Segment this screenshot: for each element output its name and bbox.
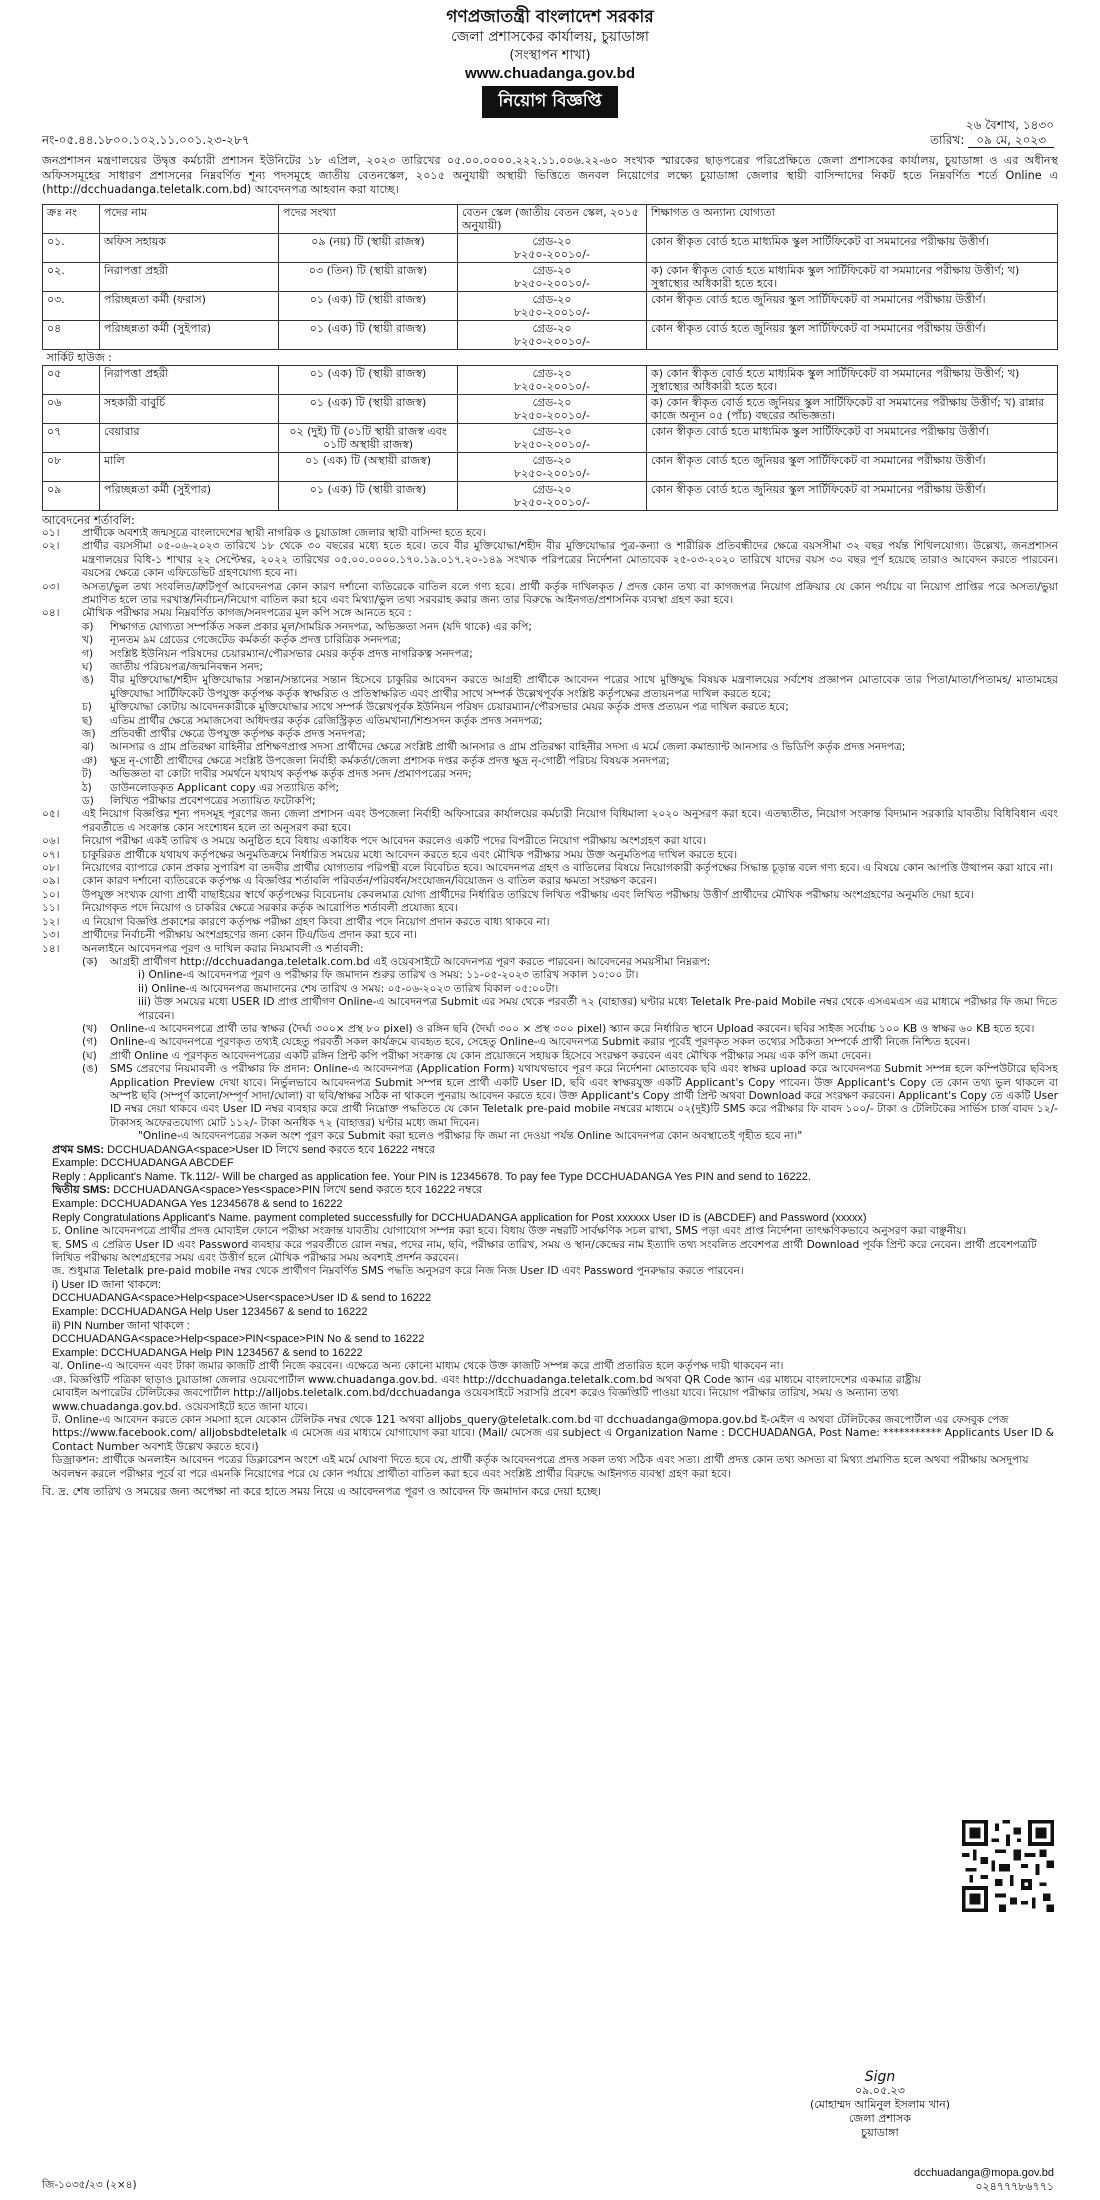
- serial-cell: ০৩.: [43, 291, 100, 320]
- chha-paragraph: ছ. SMS এ প্রেরিত User ID এবং Password ব্যবহার করে পরবর্তীতে রোল নম্বর, পদের নাম, ছবি, পরীক্ষার তারিখ, সময় ও স্থান/কেন্দ্রের নাম ইত্যাদি তথ্য সংবলিত প্রবেশপত্র প্রার্থী Download পূর্বক প্রিন্ট করে নেবেন। প্রার্থী প্রবেশপত্রটি লিখিত পরীক্ষায় অংশগ্রহণের সময় এবং উত্তীর্ণ হলে মৌখিক পরীক্ষার সময় অবশ্যই প্রদর্শন করবেন।: [52, 1238, 1037, 1264]
- recover-pin-label: ii) PIN Number জানা থাকলে :: [52, 1319, 190, 1332]
- table-header-row: [43, 204, 1058, 233]
- condition-item: ০৫। এই নিয়োগ বিজ্ঞপ্তির শূন্য পদসমূহ পূরণের জন্য জেলা প্রশাসন এবং উপজেলা নির্বাহী অফিসারের কার্যালয়ের কর্মচারী নিয়োগ বিধিমালা ২০২০ অনুসরণ করা হবে। এতদ্ব্যতীত, নিয়োগ সংক্রান্ত বিদ্যমান সরকারি যাবতীয় বিধিবিধান এবং পরবর্তীতে এ সংক্রান্ত কোন সংশোধন হলে তা অনুসরণ করা হবে।: [42, 808, 1058, 834]
- count-cell: ০৩ (তিন) টি (স্থায়ী রাজস্ব): [279, 262, 458, 291]
- scale-cell: [458, 394, 647, 423]
- contact-block: [914, 2166, 1054, 2194]
- online-ga: (গ) Online-এ আবেদনপত্রে পূরণকৃত তথ্যই যেহেতু পরবর্তী সকল কার্যক্রমে ব্যবহৃত হবে, সেহেতু Online-এ আবেদনপত্র Submit করার পূর্বেই পূরণকৃত সকল তথ্যের সঠিকতা সম্পর্কে প্রার্থী নিজে নিশ্চিত হবেন।: [82, 1036, 971, 1049]
- nya-paragraph: ঞ. বিজ্ঞপ্তিটি পত্রিকা ছাড়াও চুয়াডাঙ্গা জেলার ওয়েবপোর্টাল www.chuadanga.gov.bd. এবং http://dcchuadanga.teletalk.com.bd অথবা QR Code স্ক্যান এর মাধ্যমে বাংলাদেশের একমাত্র রাষ্ট্রীয় মোবাইল অপারেটর টেলিটকের জবপোর্টাল http://alljobs.teletalk.com.bd/dcchuadanga ওয়েবসাইটে সরাসরি প্রবেশ করেও বিজ্ঞপ্তিটি পাওয়া যাবে। নিয়োগ পরীক্ষার তারিখ, সময় ও অন্যান্য তথ্য www.chuadanga.gov.bd. ওয়েবসাইটে হতে জানা যাবে।: [52, 1373, 921, 1413]
- second-sms-label: দ্বিতীয় SMS:: [52, 1184, 111, 1197]
- count-cell: ০২ (দুই) টি (০১টি স্থায়ী রাজস্ব এবং ০১টি অস্থায়ী রাজস্ব): [279, 423, 458, 452]
- table-row: [43, 233, 1058, 262]
- document-item: ক) শিক্ষাগত যোগ্যতা সম্পর্কিত সকল প্রকার মূল/সাময়িক সনদপত্র, অভিজ্ঞতা সনদ (যদি থাকে) এর কপি;: [82, 620, 532, 633]
- qualification-cell: কোন স্বীকৃত বোর্ড হতে জুনিয়র স্কুল সার্টিফিকেট বা সমমানের পরীক্ষায় উত্তীর্ণ।: [647, 320, 1058, 349]
- circuit-house-label: সার্কিট হাউজ :: [43, 349, 1058, 365]
- serial-cell: ০৫: [43, 365, 100, 394]
- signatory-name: (মোহাম্মদ আমিনুল ইসলাম খান): [809, 2098, 950, 2111]
- table-row: [43, 320, 1058, 349]
- col-post: পদের নাম: [100, 204, 279, 233]
- grade-text: গ্রেড-২০: [532, 292, 572, 306]
- scale-cell: [458, 233, 647, 262]
- website[interactable]: www.chuadanga.gov.bd: [464, 65, 635, 82]
- sms-instructions: [42, 1144, 1058, 1226]
- date-label: তারিখ:: [929, 133, 965, 147]
- condition-item: ০২। প্রার্থীর বয়সসীমা ০৫-০৬-২০২৩ তারিখে ১৮ থেকে ৩০ বছরের মধ্যে হতে হবে। তবে বীর মুক্তিযোদ্ধা/শহীদ বীর মুক্তিযোদ্ধার পুত্র-কন্যা ও শারীরিক প্রতিবন্ধীদের ক্ষেত্রে বয়সসীমা ৩২ বছর পর্যন্ত শিথিলযোগ্য। উল্লেখ্য, জনপ্রশাসন মন্ত্রণালয়ের বিধি-১ শাখার ২২ সেপ্টেম্বর, ২০২২ তারিখের ০৫.০০.০০০০.১৭০.১৯.০১৭.২০-১৪৯ সংখ্যক পরিপত্রের নির্দেশনা মোতাবেক ২৫-০৩-২০২০ তারিখে যাদের বয়স ৩০ বছর পূর্ণ হয়েছে তারাও আবেদন করতে পারবেন। বয়সের ক্ষেত্রে কোন এফিডেভিট গ্রহণযোগ্য হবে না।: [42, 540, 1058, 580]
- grade-text: গ্রেড-২০: [532, 321, 572, 335]
- ja-paragraph: জ. শুধুমাত্র Teletalk pre-paid mobile নম্বর থেকে প্রার্থীগণ নিম্নবর্ণিত SMS পদ্ধতি অনুসরণ করে নিজ নিজ User ID এবং Password পুনরুদ্ধার করতে পারবেন।: [52, 1265, 744, 1278]
- condition-item: ১১। নিয়োগকৃত পদে নিয়োগ ও চাকরির ক্ষেত্রে সরকার কর্তৃক আরোপিত শর্তাবলী প্রযোজ্য হবে।: [42, 902, 458, 915]
- scale-text: ৮২৫০-২০০১০/-: [514, 276, 590, 290]
- table-row: [43, 262, 1058, 291]
- document-item: ঘ) জাতীয় পরিচয়পত্র/জন্মনিবন্ধন সনদ;: [82, 660, 263, 673]
- count-cell: ০১ (এক) টি (স্থায়ী রাজস্ব): [279, 320, 458, 349]
- signature-block: [810, 2070, 950, 2140]
- document-item: খ) ন্যূনতম ৯ম গ্রেডের গেজেটেড কর্মকর্তা কর্তৃক প্রদত্ত চারিত্রিক সনদপত্র;: [82, 634, 402, 647]
- document-item: ঝ) আনসার ও গ্রাম প্রতিরক্ষা বাহিনীর প্রশিক্ষণপ্রাপ্ত সদস্য প্রার্থীদের ক্ষেত্রে সংশ্লিষ্ট প্রার্থী আনসার ও গ্রাম প্রতিরক্ষা বাহিনীর সদস্য এ মর্মে জেলা কমান্ড্যান্ট আনসার ও ভিডিপি কর্তৃক প্রদত্ত সনদপত্র;: [82, 741, 906, 754]
- scale-cell: [458, 291, 647, 320]
- condition-item: ০৩। অসত্য/ভুল তথ্য সংবলিত/ত্রুটিপূর্ণ আবেদনপত্র কোন কারণ দর্শানো ব্যতিরেকে বাতিল বলে গণ্য হবে। প্রার্থী কর্তৃক দাখিলকৃত / প্রদত্ত কোন তথ্য বা কাগজপত্র নিয়োগ প্রক্রিয়ার যে কোন পর্যায়ে বা নিয়োগ প্রাপ্তির পরে অসত্য/ভুয়া প্রমাণিত হলে তার দরখাস্ত/নির্বাচন/নিয়োগ বাতিল করা হবে এবং মিথ্যা/ভুল তথ্য সরবরাহ করার জন্য তার বিরুদ্ধে আইনগত/প্রশাসনিক ব্যবস্থা গ্রহণ করা হবে।: [42, 580, 1058, 606]
- recover-user-label: i) User ID জানা থাকলে:: [52, 1278, 162, 1291]
- scale-cell: [458, 481, 647, 510]
- qualification-cell: কোন স্বীকৃত বোর্ড হতে জুনিয়র স্কুল সার্টিফিকেট বা সমমানের পরীক্ষায় উত্তীর্ণ।: [647, 452, 1058, 481]
- grade-text: গ্রেড-২০: [532, 395, 572, 409]
- scale-text: ৮২৫০-২০০১০/-: [514, 334, 590, 348]
- condition-item: ০৮। নিয়োগের ব্যাপারে কোন প্রকার সুপারিশ বা তদবীর প্রার্থীর যোগ্যতার পরিপন্থী বলে বিবেচিত হবে। আবেদনপত্র গ্রহণ ও বাতিলের বিষয়ে নিয়োগকারী কর্তৃপক্ষের সিদ্ধান্ত চূড়ান্ত বলে গণ্য হবে। এ বিষয়ে কোন আপত্তি উত্থাপন করা যাবে না।: [42, 862, 1053, 875]
- qualification-cell: কোন স্বীকৃত বোর্ড হতে মাধ্যমিক স্কুল সার্টিফিকেট বা সমমানের পরীক্ষায় উত্তীর্ণ।: [647, 233, 1058, 262]
- contact-phone: ০২৪৭৭৭৮৬৭৭১: [975, 2181, 1054, 2193]
- post-cell: সহকারী বাবুর্চি: [100, 394, 279, 423]
- serial-cell: ০৮: [43, 452, 100, 481]
- qr-code-icon[interactable]: [962, 1820, 1054, 1912]
- qualification-cell: ক) কোন স্বীকৃত বোর্ড হতে জুনিয়র স্কুল সার্টিফিকেট বা সমমানের পরীক্ষায় উত্তীর্ণ; খ) রান্নার কাজে অন্যূন ০৫ (পাঁচ) বছরের অভিজ্ঞতা।: [647, 394, 1058, 423]
- conditions-title: আবেদনের শর্তাবলি:: [42, 512, 135, 527]
- scale-text: ৮২৫০-২০০১০/-: [514, 305, 590, 319]
- condition-item: ১৩। প্রার্থীদের নির্বাচনী পরীক্ষায় অংশগ্রহণের জন্য কোন টিএ/ডিএ প্রদান করা হবে না।: [42, 929, 417, 942]
- qualification-cell: কোন স্বীকৃত বোর্ড হতে জুনিয়র স্কুল সার্টিফিকেট বা সমমানের পরীক্ষায় উত্তীর্ণ।: [647, 481, 1058, 510]
- serial-cell: ০২.: [43, 262, 100, 291]
- post-cell: নিরাপত্তা প্রহরী: [100, 262, 279, 291]
- grade-text: গ্রেড-২০: [532, 263, 572, 277]
- qualification-cell: ক) কোন স্বীকৃত বোর্ড হতে মাধ্যমিক স্কুল সার্টিফিকেট বা সমমানের পরীক্ষায় উত্তীর্ণ; খ) সুস্বাস্থ্যের অধিকারী হতে হবে।: [647, 365, 1058, 394]
- scale-text: ৮২৫০-২০০১০/-: [514, 379, 590, 393]
- section-name: (সংস্থাপন শাখা): [509, 48, 591, 63]
- date-bangla: ২৬ বৈশাখ, ১৪৩০: [965, 118, 1054, 132]
- gov-title: গণপ্রজাতন্ত্রী বাংলাদেশ সরকার: [446, 7, 654, 27]
- post-cell: বেয়ারার: [100, 423, 279, 452]
- table-row: [43, 452, 1058, 481]
- recover-user-cmd: DCCHUADANGA<space>Help<space>User<space>User ID & send to 16222: [52, 1292, 432, 1305]
- serial-cell: ০৯: [43, 481, 100, 510]
- second-sms-reply: Reply Congratulations Applicant's Name. payment completed successfully for DCCHUADANGA application for Post xxxxxx User ID is (ABCDEF) and Password (xxxxx): [52, 1211, 867, 1224]
- online-iii: iii) উক্ত সময়ের মধ্যে USER ID প্রাপ্ত প্রার্থীগণ Online-এ আবেদনপত্র Submit এর সময় থেকে পরবর্তী ৭২ (বাহাত্তর) ঘণ্টার মধ্যে Teletalk Pre-paid Mobile নম্বর থেকে এসএমএস এর মাধ্যমে পরীক্ষার ফি জমা দিতে পারবেন।: [138, 996, 1058, 1022]
- signatory-place: চুয়াডাঙ্গা: [861, 2126, 899, 2139]
- condition-item: ০৯। কোন কারণ দর্শানো ব্যতিরেকে কর্তৃপক্ষ এ বিজ্ঞপ্তির শর্তাবলি পরিবর্তন/পরিবর্ধন/সংযোজন/বিয়োজন ও বাতিল করার ক্ষমতা সংরক্ষণ করেন।: [42, 875, 657, 888]
- condition-item: ১০। উপযুক্ত সংখ্যক যোগ্য প্রার্থী বাছাইয়ের স্বার্থে কর্তৃপক্ষের বিবেচনায় কেবলমাত্র যোগ্য প্রার্থীদের নির্ধারিত তারিখে লিখিত পরীক্ষায় এবং লিখিত পরীক্ষায় উত্তীর্ণ প্রার্থীদের মৌখিক পরীক্ষায় অংশগ্রহণের অনুমতি দেয়া হবে।: [42, 888, 974, 901]
- post-cell: মালি: [100, 452, 279, 481]
- header: [42, 6, 1058, 118]
- disqualification-paragraph: ডিজ্রাকশন: প্রার্থীকে অনলাইন আবেদন পত্রের ডিক্লারেশন অংশে এই মর্মে ঘোষণা দিতে হবে যে, প্রার্থী কর্তৃক আবেদনপত্রে প্রদত্ত সকল তথ্য সঠিক এবং সত্য। প্রার্থী প্রদত্ত কোন তথ্য অসত্য বা মিথ্যা প্রমাণিত হলে অথবা পরীক্ষায় অসদুপায় অবলম্বন করলে পরীক্ষার পূর্বে বা পরে এমনকি নিয়োগের পরে যে কোন পর্যায়ে প্রার্থীতা বাতিল করা হবে এবং সংশ্লিষ্ট প্রার্থীর বিরুদ্ধে আইনগত ব্যবস্থা গ্রহণ করা হবে।: [52, 1454, 1029, 1480]
- col-qualification: শিক্ষাগত ও অন্যান্য যোগ্যতা: [647, 204, 1058, 233]
- conditions-section: [42, 514, 1058, 1499]
- col-serial: ক্রঃ নং: [43, 204, 100, 233]
- grade-text: গ্রেড-২০: [532, 424, 572, 438]
- second-sms: DCCHUADANGA<space>Yes<space>PIN লিখে send করতে হবে 16222 নম্বরে: [113, 1184, 483, 1197]
- serial-cell: ০৭: [43, 423, 100, 452]
- scale-cell: [458, 365, 647, 394]
- document-item: ঙ) বীর মুক্তিযোদ্ধা/শহীদ মুক্তিযোদ্ধার সন্তান/সন্তানের সন্তান হিসেবে চাকুরির আবেদন করতে আগ্রহী প্রার্থীকে আবেদন পত্রের সাথে মুক্তিযুদ্ধ বিষয়ক মন্ত্রণালয়ের সর্বশেষ প্রজ্ঞাপন মোতাবেক তার পিতা/মাতা/পিতামহ/ মাতামহের মুক্তিযোদ্ধা সার্টিফিকেট উপযুক্ত কর্তৃপক্ষ কর্তৃক স্বাক্ষরিত ও প্রতিস্বাক্ষরিত এবং প্রার্থীর সাথে সম্পর্ক উল্লেখপূর্বক সংশ্লিষ্ট কর্তৃপক্ষের প্রত্যয়নপত্র দাখিল করতে হবে;: [82, 674, 1058, 700]
- table-row: [43, 291, 1058, 320]
- count-cell: ০১ (এক) টি (অস্থায়ী রাজস্ব): [279, 452, 458, 481]
- recover-pin-example: Example: DCCHUADANGA Help PIN 1234567 & send to 16222: [52, 1346, 363, 1359]
- col-count: পদের সংখ্যা: [279, 204, 458, 233]
- online-kha: (খ) Online-এ আবেদনপত্রে প্রার্থী তার স্বাক্ষর (দৈর্ঘ্য ৩০০× প্রস্থ ৮০ pixel) ও রঙ্গিন ছবি (দৈর্ঘ্য ৩০০ × প্রস্থ ৩০০ pixel) স্ক্যান করে নির্ধারিত স্থানে Upload করবেন। ছবির সাইজ সর্বোচ্চ ১০০ KB ও স্বাক্ষর ৬০ KB হতে হবে।: [82, 1022, 1035, 1035]
- online-i: i) Online-এ আবেদনপত্র পূরণ ও পরীক্ষার ফি জমাদান শুরুর তারিখ ও সময়: ১১-০৫-২০২৩ তারিখ সকাল ১০:০০ টা।: [138, 969, 639, 982]
- contact-email[interactable]: dcchuadanga@mopa.gov.bd: [913, 2167, 1054, 2179]
- grade-text: গ্রেড-২০: [532, 366, 572, 380]
- table-row: [43, 423, 1058, 452]
- posts-table: [42, 204, 1058, 511]
- intro-paragraph: জনপ্রশাসন মন্ত্রণালয়ের উদ্বৃত্ত কর্মচারী প্রশাসন ইউনিটের ১৮ এপ্রিল, ২০২৩ তারিখের ০৫.০০.০০০০.২২২.১১.০০৬.২২-৬০ সংখ্যক স্মারকের ছাড়পত্রের পরিপ্রেক্ষিতে জেলা প্রশাসকের কার্যালয়, চুয়াডাঙ্গা ও এর অধীনস্থ অফিসসমূহের সাধারণ প্রশাসনের নিম্নবর্ণিত শূন্য পদসমূহে জাতীয় বেতনস্কেল, ২০১৫ অনুযায়ী অস্থায়ী ভিত্তিতে জনবল নিয়োগের লক্ষ্যে চুয়াডাঙ্গা জেলার স্থায়ী বাসিন্দাদের নিকট হতে নিম্নবর্ণিত শর্তে Online এ (http://dcchuadanga.teletalk.com.bd) আবেদনপত্র আহবান করা যাচ্ছে।: [42, 154, 1058, 196]
- online-note: "Online-এ আবেদনপত্রের সকল অংশ পূরণ করে Submit করা হলেও পরীক্ষার ফি জমা না দেওয়া পর্যন্ত Online আবেদনপত্র কোন অবস্থাতেই গৃহীত হবে না।": [138, 1130, 803, 1143]
- online-uma: (ঙ) SMS প্রেরণের নিয়মাবলী ও পরীক্ষার ফি প্রদান: Online-এ আবেদনপত্র (Application Form) যথাযথভাবে পূরণ করে নির্দেশনা মোতাবেক ছবি এবং স্বাক্ষর upload করে আবেদনপত্র Submit সম্পন্ন হলে কম্পিউটারে ছবিসহ Application Preview দেখা যাবে। নির্ভুলভাবে আবেদনপত্র Submit সম্পন্ন হলে প্রার্থী একটি User ID, ছবি এবং স্বাক্ষরযুক্ত একটি Applicant's Copy পাবেন। উক্ত Applicant's Copy তে কোন তথ্য ভুল থাকলে বা অস্পষ্ট ছবি (সম্পূর্ণ কালো/সম্পূর্ণ সাদা/ঘোলা) বা ছবি/স্বাক্ষর সঠিক না থাকলে পুনরায় আবেদন করতে হবে। উক্ত Applicant's Copy প্রার্থী প্রিন্ট অথবা Download করে সংরক্ষণ করবেন। Applicant's Copy তে একটি User ID নম্বর দেয়া থাকবে এবং User ID নম্বর ব্যবহার করে প্রার্থী নিম্নোক্ত পদ্ধতিতে যে কোন Teletalk pre-paid mobile নম্বরের মাধ্যমে ০২(দুই)টি SMS করে পরীক্ষার ফি বাবদ ১০০/- টাকা ও টেলিটকের সার্ভিস চার্জ বাবদ ১২/- টাকাসহ অফেরতযোগ্য মোট ১১২/- টাকা অনধিক ৭২ (বাহাত্তর) ঘণ্টার মধ্যে জমা দিবেন।: [82, 1063, 1058, 1129]
- scale-cell: [458, 320, 647, 349]
- document-item: চ) মুক্তিযোদ্ধা কোটায় আবেদনকারীকে মুক্তিযোদ্ধার সাথে সম্পর্ক উল্লেখপূর্বক ইউনিয়ন পরিষদ চেয়ারম্যান/পৌরসভার মেয়র কর্তৃক প্রদত্ত প্রত্যয়ন পত্র দাখিল করতে হবে;: [82, 701, 789, 714]
- jha-paragraph: ঝ. Online-এ আবেদন এবং টাকা জমার কাজটি প্রার্থী নিজে করবেন। এক্ষেত্রে অন্য কোনো মাধ্যম থেকে উক্ত কাজটি সম্পন্ন করে প্রার্থী প্রতারিত হলে কর্তৃপক্ষ দায়ী থাকবেন না।: [52, 1360, 784, 1373]
- print-code: জি-১০৩৫/২৩ (২×৪): [42, 2179, 137, 2191]
- qualification-cell: কোন স্বীকৃত বোর্ড হতে জুনিয়র স্কুল সার্টিফিকেট বা সমমানের পরীক্ষায় উত্তীর্ণ।: [647, 291, 1058, 320]
- circuit-house-row: [43, 349, 1058, 365]
- second-sms-example: Example: DCCHUADANGA Yes 12345678 & send to 16222: [52, 1197, 343, 1210]
- qualification-cell: কোন স্বীকৃত বোর্ড হতে মাধ্যমিক স্কুল সার্টিফিকেট বা সমমানের পরীক্ষায় উত্তীর্ণ।: [647, 423, 1058, 452]
- document-item: ছ) এতিম প্রার্থীর ক্ষেত্রে সমাজসেবা অধিদপ্তর কর্তৃক রেজিস্ট্রিকৃত এতিমখানা/শিশুসদন কর্তৃক প্রদত্ত সনদপত্র;: [82, 714, 543, 727]
- recover-pin-cmd: DCCHUADANGA<space>Help<space>PIN<space>PIN No & send to 16222: [52, 1333, 425, 1346]
- first-sms-example: Example: DCCHUADANGA ABCDEF: [52, 1157, 234, 1170]
- date-english: ০৯ মে, ২০২৩: [968, 133, 1054, 148]
- document-item: ট) অভিজ্ঞতা বা কোটা দাবীর সমর্থনে যথাযথ কর্তৃপক্ষ কর্তৃক প্রদত্ত সনদ /প্রমাণপত্রের সনদ;: [82, 768, 472, 781]
- office-name: জেলা প্রশাসকের কার্যালয়, চুয়াডাঙ্গা: [451, 29, 649, 45]
- serial-cell: ০৪: [43, 320, 100, 349]
- grade-text: গ্রেড-২০: [532, 482, 572, 496]
- document-item: ঞ) ক্ষুদ্র নৃ-গোষ্ঠী প্রার্থীদের ক্ষেত্রে সংশ্লিষ্ট উপজেলা নির্বাহী কর্মকর্তা/জেলা প্রশাসক দপ্তর কর্তৃক প্রদত্ত ক্ষুদ্র নৃ-গোষ্ঠী পরিচয় বিষয়ক সনদপত্র;: [82, 754, 670, 767]
- count-cell: ০১ (এক) টি (স্থায়ী রাজস্ব): [279, 394, 458, 423]
- memo-line: [42, 132, 1058, 148]
- nb-note: বি. দ্র. শেষ তারিখ ও সময়ের জন্য অপেক্ষা না করে হাতে সময় নিয়ে এ আবেদনপত্র পূরণ ও আবেদন ফি জমাদান করে দেয়া হচ্ছে।: [42, 1485, 602, 1498]
- condition-item: ০৪। মৌখিক পরীক্ষার সময় নিম্নবর্ণিত কাগজ/সনদপত্রের মূল কপি সঙ্গে আনতে হবে :: [42, 607, 412, 620]
- post-cell: পরিচ্ছন্নতা কর্মী (ফরাস): [100, 291, 279, 320]
- cha-paragraph: চ. Online আবেদনপত্রে প্রার্থীর প্রদত্ত মোবাইল ফোনে পরীক্ষা সংক্রান্ত যাবতীয় যোগাযোগ সম্পন্ন করা হবে। বিধায় উক্ত নম্বরটি সার্বক্ষণিক সচল রাখা, SMS পড়া এবং প্রাপ্ত নির্দেশনা তাৎক্ষণিকভাবে অনুসরণ করা বাঞ্ছনীয়।: [52, 1225, 967, 1238]
- document-item: গ) সংশ্লিষ্ট ইউনিয়ন পরিষদের চেয়ারম্যান/পৌরসভার মেয়র কর্তৃক প্রদত্ত নাগরিকত্ব সনদপত্র;: [82, 647, 473, 660]
- table-row: [43, 481, 1058, 510]
- signature-date: ০৯.০৫.২৩: [855, 2084, 905, 2097]
- post-cell: পরিচ্ছন্নতা কর্মী (সুইপার): [100, 320, 279, 349]
- online-ii: ii) Online-এ আবেদনপত্র জমাদানের শেষ তারিখ ও সময়: ০৫-০৬-২০২৩ তারিখ বিকাল ০৫:০০টা।: [138, 982, 559, 995]
- condition-item: ১৪। অনলাইনে আবেদনপত্র পূরণ ও দাখিল করার নিয়মাবলী ও শর্তাবলী:: [42, 942, 364, 955]
- post-cell: নিরাপত্তা প্রহরী: [100, 365, 279, 394]
- recover-user-example: Example: DCCHUADANGA Help User 1234567 & send to 16222: [52, 1305, 368, 1318]
- scale-cell: [458, 262, 647, 291]
- document-item: ড) লিখিত পরীক্ষার প্রবেশপত্রের সত্যায়িত ফটোকপি;: [82, 795, 316, 808]
- notice-title: নিয়োগ বিজ্ঞপ্তি: [482, 86, 617, 118]
- qualification-cell: ক) কোন স্বীকৃত বোর্ড হতে মাধ্যমিক স্কুল সার্টিফিকেট বা সমমানের পরীক্ষায় উত্তীর্ণ; খ) সুস্বাস্থ্যের অধিকারী হতে হবে।: [647, 262, 1058, 291]
- recovery-instructions: [42, 1279, 1058, 1361]
- serial-cell: ০৬: [43, 394, 100, 423]
- scale-text: ৮২৫০-২০০১০/-: [514, 466, 590, 480]
- condition-item: ০১। প্রার্থীকে অবশ্যই জন্মসূত্রে বাংলাদেশের স্থায়ী নাগরিক ও চুয়াডাঙ্গা জেলার স্থায়ী বাসিন্দা হতে হবে।: [42, 526, 486, 539]
- table-row: [43, 365, 1058, 394]
- online-ka: (ক) আগ্রহী প্রার্থীগণ http://dcchuadanga.teletalk.com.bd এই ওয়েবসাইটে আবেদনপত্র পূরণ করতে পারবেন। আবেদনের সময়সীমা নিম্নরূপ:: [82, 955, 711, 968]
- serial-cell: ০১.: [43, 233, 100, 262]
- condition-item: ০৭। চাকুরিরত প্রার্থীকে যথাযথ কর্তৃপক্ষের অনুমতিক্রমে নির্ধারিত সময়ের মধ্যে আবেদন করতে হবে এবং মৌখিক পরীক্ষার সময় উক্ত অনুমতিপত্র দাখিল করতে হবে।: [42, 848, 738, 861]
- document-item: ঠ) ডাউনলোডকৃত Applicant copy এর সত্যায়িত কপি;: [82, 781, 340, 794]
- scale-text: ৮২৫০-২০০১০/-: [514, 495, 590, 509]
- post-cell: পরিচ্ছন্নতা কর্মী (সুইপার): [100, 481, 279, 510]
- condition-item: ০৬। নিয়োগ পরীক্ষা একই তারিখ ও সময়ে অনুষ্ঠিত হবে বিধায় একাধিক পদে আবেদন করলেও একটি পদের বিপরীতে নিয়োগ পরীক্ষায় অংশগ্রহণ করা যাবে।: [42, 835, 707, 848]
- post-cell: অফিস সহায়ক: [100, 233, 279, 262]
- condition-item: ১২। এ নিয়োগ বিজ্ঞপ্তি প্রকাশের কারণে কর্তৃপক্ষ পরীক্ষা গ্রহণ কিংবা প্রার্থীর পদে নিয়োগ প্রদান করতে বাধ্য থাকবে না।: [42, 915, 550, 928]
- col-scale: বেতন স্কেল (জাতীয় বেতন স্কেল, ২০১৫ অনুযায়ী): [458, 204, 647, 233]
- grade-text: গ্রেড-২০: [532, 453, 572, 467]
- online-gha: (ঘ) প্রার্থী Online এ পূরণকৃত আবেদনপত্রের একটি রঙ্গিন প্রিন্ট কপি পরীক্ষা সংক্রান্ত যে কোন প্রয়োজনে সহায়ক হিসেবে সংরক্ষণ করবেন এবং মৌখিক পরীক্ষার সময় এক কপি জমা দেবেন।: [82, 1049, 872, 1062]
- document-item: জ) প্রতিবন্ধী প্রার্থীর ক্ষেত্রে উপযুক্ত কর্তৃপক্ষ কর্তৃক প্রদত্ত সনদপত্র;: [82, 728, 366, 740]
- scale-text: ৮২৫০-২০০১০/-: [514, 408, 590, 422]
- count-cell: ০১ (এক) টি (স্থায়ী রাজস্ব): [279, 481, 458, 510]
- ta-paragraph: ট. Online-এ আবেদন করতে কোন সমস্যা হলে যেকোন টেলিটক নম্বর থেকে 121 অথবা alljobs_query@teletalk.com.bd বা dcchuadanga@mopa.gov.bd ই-মেইল এ অথবা টেলিটকের জবপোর্টাল এর ফেসবুক পেজ https://www.facebook.com/ alljobsbdteletalk এ মেসেজ এর মাধ্যমে যোগাযোগ করা যাবে। (Mail/ মেসেজ এর subject এ Organization Name : DCCHUADANGA, Post Name: *********** Applicants User ID & Contact Number অবশ্যই উল্লেখ করতে হবে।): [52, 1413, 1054, 1453]
- count-cell: ০১ (এক) টি (স্থায়ী রাজস্ব): [279, 291, 458, 320]
- scale-cell: [458, 423, 647, 452]
- first-sms-reply: Reply : Applicant's Name. Tk.112/- Will be charged as application fee. Your PIN is 12345678. To pay fee Type DCCHUADANGA Yes PIN and send to 16222.: [52, 1170, 811, 1183]
- table-row: [43, 394, 1058, 423]
- signatory-designation: জেলা প্রশাসক: [848, 2112, 911, 2125]
- grade-text: গ্রেড-২০: [532, 234, 572, 248]
- count-cell: ০১ (এক) টি (স্থায়ী রাজস্ব): [279, 365, 458, 394]
- count-cell: ০৯ (নয়) টি (স্থায়ী রাজস্ব): [279, 233, 458, 262]
- scale-text: ৮২৫০-২০০১০/-: [514, 437, 590, 451]
- first-sms: DCCHUADANGA<space>User ID লিখে send করতে হবে 16222 নম্বরে: [107, 1143, 435, 1156]
- scale-cell: [458, 452, 647, 481]
- memo-number: নং-০৫.৪৪.১৮০০.১০২.১১.০০১.২৩-২৮৭: [42, 133, 250, 147]
- signature-mark: Sign: [864, 2069, 896, 2085]
- first-sms-label: প্রথম SMS:: [52, 1143, 104, 1156]
- scale-text: ৮২৫০-২০০১০/-: [514, 247, 590, 261]
